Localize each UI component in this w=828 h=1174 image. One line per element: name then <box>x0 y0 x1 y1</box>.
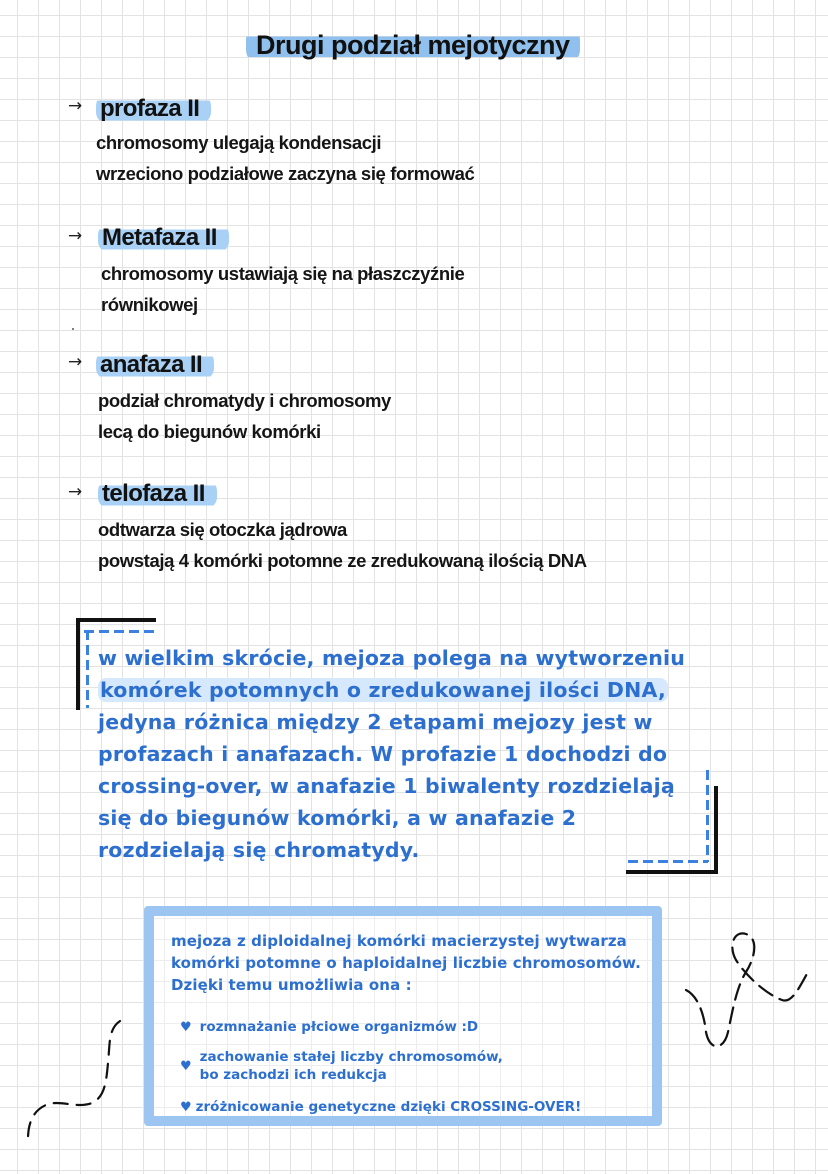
bullet-text: zróżnicowanie genetyczne dzięki CROSSING-OVER! <box>195 1099 582 1115</box>
summary-line: crossing-over, w anafazie 1 biwalenty rozdzielają <box>98 774 675 798</box>
phase-line: odtwarza się otoczka jądrowa <box>98 519 347 540</box>
dot-mark <box>72 328 74 330</box>
bullet-text: zachowanie stałej liczby chromosomów, <box>199 1049 503 1065</box>
phase-line: lecą do biegunów komórki <box>98 421 321 442</box>
summary-line: rozdzielają się chromatydy. <box>98 838 420 862</box>
dashed-squiggle-doodle <box>20 1015 135 1145</box>
info-line: mejoza z diploidalnej komórki macierzystej wytwarza <box>171 932 627 950</box>
summary-line <box>98 674 738 706</box>
arrow-icon: → <box>68 96 83 116</box>
phase-line: powstają 4 komórki potomne ze zredukowaną ilością DNA <box>98 550 587 571</box>
phase-heading-anafaza: anafaza II <box>96 350 214 380</box>
page-title: Drugi podział mejotyczny <box>246 26 580 64</box>
summary-paragraph <box>98 642 738 866</box>
arrow-icon: → <box>68 482 83 502</box>
arrow-icon: → <box>68 226 83 246</box>
phase-heading-metafaza: Metafaza II <box>98 223 229 253</box>
info-line: komórki potomne o haploidalnej liczbie chromosomów. <box>171 954 641 972</box>
arrow-icon: → <box>68 352 83 372</box>
heart-icon: ♥ <box>180 1020 192 1035</box>
info-bullet <box>180 1098 581 1117</box>
phase-heading-telofaza: telofaza II <box>98 479 217 509</box>
bullet-text-block <box>200 1048 503 1084</box>
bullet-text: bo zachodzi ich redukcja <box>199 1067 387 1083</box>
heart-icon: ♥ <box>180 1059 192 1074</box>
phase-heading-profaza: profaza II <box>96 94 211 124</box>
summary-line: jedyna różnica między 2 etapami mejozy jest w <box>98 710 653 734</box>
phase-line: wrzeciono podziałowe zaczyna się formować <box>96 163 475 184</box>
phase-line: chromosomy ustawiają się na płaszczyźnie <box>101 263 465 284</box>
summary-line: profazach i anafazach. W profazie 1 dochodzi do <box>98 742 668 766</box>
info-bullet <box>180 1018 478 1037</box>
dashed-loop-doodle <box>676 928 816 1058</box>
summary-line-highlighted: komórek potomnych o zredukowanej ilości DNA, <box>100 678 666 702</box>
info-bullet <box>180 1048 503 1084</box>
summary-line: się do biegunów komórki, a w anafazie 2 <box>98 806 577 830</box>
phase-line: równikowej <box>101 294 198 315</box>
info-line: Dzięki temu umożliwia ona : <box>171 976 412 994</box>
summary-line: w wielkim skrócie, mejoza polega na wytworzeniu <box>98 646 686 670</box>
bullet-text: rozmnażanie płciowe organizmów :D <box>199 1019 479 1035</box>
info-paragraph <box>171 930 651 996</box>
phase-line: chromosomy ulegają kondensacji <box>96 132 382 153</box>
phase-line: podział chromatydy i chromosomy <box>98 390 391 411</box>
heart-icon: ♥ <box>180 1100 192 1115</box>
